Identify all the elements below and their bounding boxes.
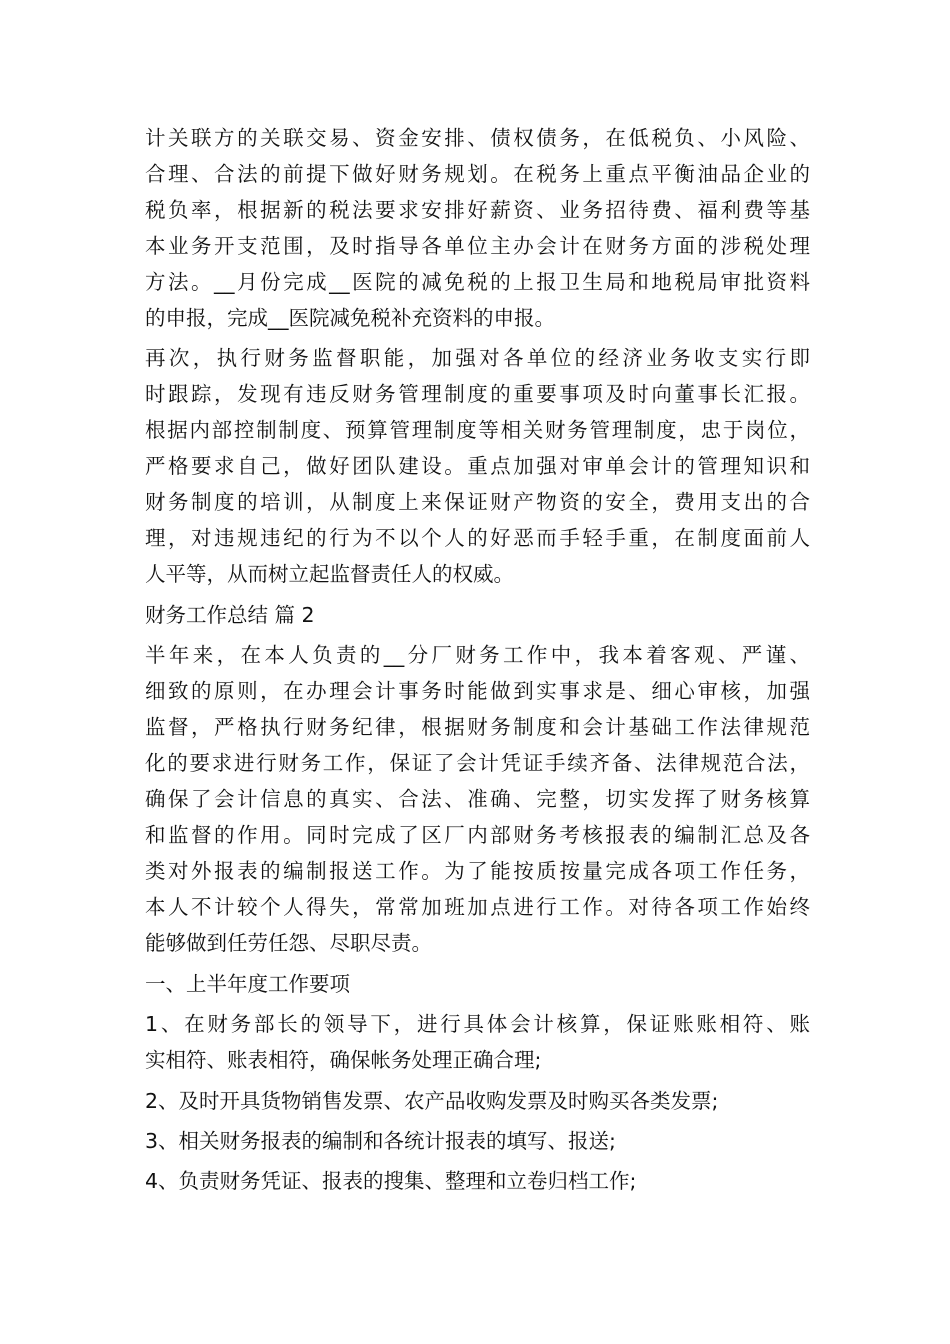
- paragraph-line: 严格要求自己，做好团队建设。重点加强对审单会计的管理知识和: [145, 454, 810, 478]
- list-item: 2、及时开具货物销售发票、农产品收购发票及时购买各类发票;: [145, 1089, 719, 1113]
- paragraph-line: 的申报，完成__医院减免税补充资料的申报。: [145, 306, 555, 330]
- list-item-continuation: 实相符、账表相符，确保帐务处理正确合理;: [145, 1048, 542, 1072]
- list-item: 4、负责财务凭证、报表的搜集、整理和立卷归档工作;: [145, 1169, 637, 1193]
- paragraph-line: 理，对违规违纪的行为不以个人的好恶而手轻手重，在制度面前人: [145, 526, 810, 550]
- paragraph-line: 监督，严格执行财务纪律，根据财务制度和会计基础工作法律规范: [145, 715, 810, 739]
- paragraph-line: 和监督的作用。同时完成了区厂内部财务考核报表的编制汇总及各: [145, 823, 810, 847]
- paragraph-line: 确保了会计信息的真实、合法、准确、完整，切实发挥了财务核算: [145, 787, 810, 811]
- paragraph-line: 根据内部控制制度、预算管理制度等相关财务管理制度，忠于岗位，: [145, 418, 810, 442]
- paragraph-line: 能够做到任劳任怨、尽职尽责。: [145, 931, 432, 955]
- paragraph-line: 方法。__月份完成__医院的减免税的上报卫生局和地税局审批资料: [145, 270, 810, 294]
- paragraph-line: 税负率，根据新的税法要求安排好薪资、业务招待费、福利费等基: [145, 198, 810, 222]
- paragraph-line: 半年来，在本人负责的__分厂财务工作中，我本着客观、严谨、: [145, 643, 810, 667]
- paragraph-line: 人平等，从而树立起监督责任人的权威。: [145, 562, 514, 586]
- paragraph-line: 计关联方的关联交易、资金安排、债权债务，在低税负、小风险、: [145, 126, 810, 150]
- list-item: 3、相关财务报表的编制和各统计报表的填写、报送;: [145, 1129, 616, 1153]
- section-heading: 财务工作总结 篇 2: [145, 603, 315, 627]
- section-heading: 一、上半年度工作要项: [145, 972, 350, 996]
- paragraph-line: 本业务开支范围，及时指导各单位主办会计在财务方面的涉税处理: [145, 234, 810, 258]
- paragraph-line: 类对外报表的编制报送工作。为了能按质按量完成各项工作任务，: [145, 859, 810, 883]
- paragraph-line: 细致的原则，在办理会计事务时能做到实事求是、细心审核，加强: [145, 679, 810, 703]
- paragraph-line: 再次，执行财务监督职能，加强对各单位的经济业务收支实行即: [145, 346, 810, 370]
- paragraph-line: 时跟踪，发现有违反财务管理制度的重要事项及时向董事长汇报。: [145, 382, 810, 406]
- paragraph-line: 化的要求进行财务工作，保证了会计凭证手续齐备、法律规范合法，: [145, 751, 810, 775]
- paragraph-line: 合理、合法的前提下做好财务规划。在税务上重点平衡油品企业的: [145, 162, 810, 186]
- paragraph-line: 本人不计较个人得失，常常加班加点进行工作。对待各项工作始终: [145, 895, 810, 919]
- paragraph-line: 财务制度的培训，从制度上来保证财产物资的安全，费用支出的合: [145, 490, 810, 514]
- list-item: 1、在财务部长的领导下，进行具体会计核算，保证账账相符、账: [145, 1012, 810, 1036]
